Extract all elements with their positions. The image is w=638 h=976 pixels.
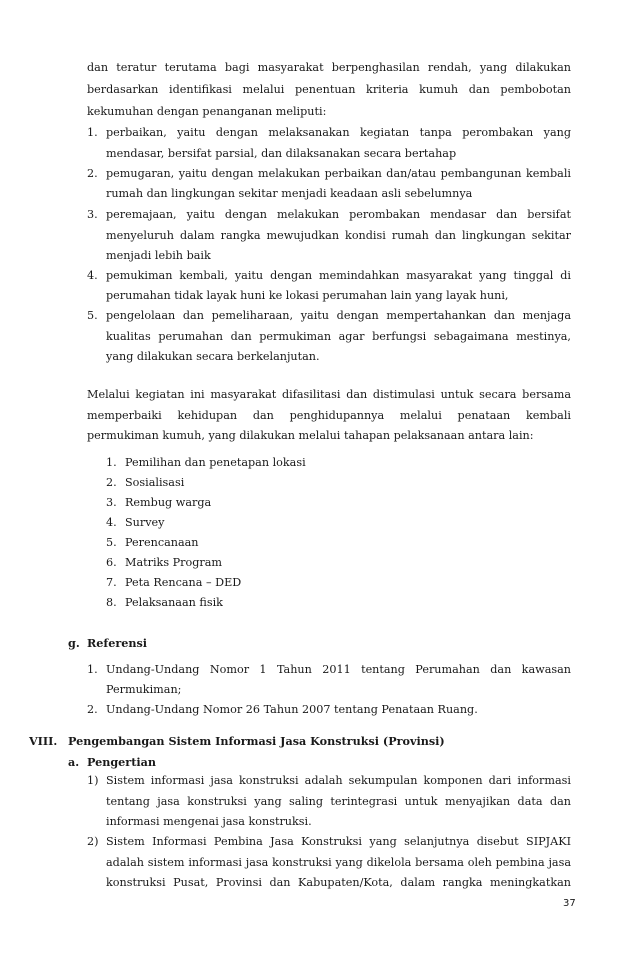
stage-label: Pemilihan dan penetapan lokasi <box>125 456 306 469</box>
paragraph-line: permukiman kumuh, yang dilakukan melalui tahapan pelaksanaan antara lain: <box>87 429 534 442</box>
section-letter: g. <box>68 636 80 650</box>
reference-number: 2. <box>87 703 98 716</box>
stage-label: Matriks Program <box>125 556 223 569</box>
paragraph-line: memperbaiki kehidupan dan penghidupannya melalui penataan kembali <box>87 409 571 422</box>
page-number: 37 <box>563 898 576 909</box>
list-item-number: 5. <box>87 309 98 322</box>
definition-text: Sistem Informasi Pembina Jasa Konstruksi yang selanjutnya disebut SIPJAKI <box>106 835 571 848</box>
list-item-text: kualitas perumahan dan permukiman agar berfungsi sebagaimana mestinya, <box>106 330 571 343</box>
definition-text: informasi mengenai jasa konstruksi. <box>106 815 312 828</box>
list-item-number: 2. <box>87 167 98 180</box>
stage-label: Peta Rencana – DED <box>125 576 242 589</box>
list-item-text: perumahan tidak layak huni ke lokasi perumahan lain yang layak huni, <box>106 289 509 302</box>
list-item-number: 3. <box>87 208 98 221</box>
reference-text: Undang-Undang Nomor 26 Tahun 2007 tentang Penataan Ruang. <box>106 703 478 716</box>
stage-label: Pelaksanaan fisik <box>125 596 223 609</box>
list-item-number: 1. <box>87 126 98 139</box>
list-item-text: pemugaran, yaitu dengan melakukan perbaikan dan/atau pembangunan kembali <box>106 167 571 180</box>
stage-number: 5. <box>106 536 117 549</box>
definition-text: tentang jasa konstruksi yang saling terintegrasi untuk menyajikan data dan <box>106 795 571 808</box>
list-item-text: yang dilakukan secara berkelanjutan. <box>106 350 320 363</box>
stage-number: 3. <box>106 496 117 509</box>
list-item-text: peremajaan, yaitu dengan melakukan perombakan mendasar dan bersifat <box>106 208 571 221</box>
list-item-text: rumah dan lingkungan sekitar menjadi keadaan asli sebelumnya <box>106 187 473 200</box>
section-heading: Pengembangan Sistem Informasi Jasa Konstruksi (Provinsi) <box>68 734 445 748</box>
definition-number: 1) <box>87 774 99 787</box>
stage-number: 1. <box>106 456 117 469</box>
section-roman: VIII. <box>29 734 58 748</box>
section-heading: Referensi <box>87 636 148 650</box>
definition-text: konstruksi Pusat, Provinsi dan Kabupaten/Kota, dalam rangka meningkatkan <box>106 876 571 889</box>
list-item-text: menjadi lebih baik <box>106 249 211 262</box>
list-item-text: pengelolaan dan pemeliharaan, yaitu dengan mempertahankan dan menjaga <box>106 309 571 322</box>
stage-number: 4. <box>106 516 117 529</box>
subsection-letter: a. <box>68 755 80 769</box>
stage-number: 2. <box>106 476 117 489</box>
reference-number: 1. <box>87 663 98 676</box>
definition-text: adalah sistem informasi jasa konstruksi yang dikelola bersama oleh pembina jasa <box>106 856 571 869</box>
stage-label: Perencanaan <box>125 536 199 549</box>
reference-text: Undang-Undang Nomor 1 Tahun 2011 tentang Perumahan dan kawasan <box>106 663 571 676</box>
subsection-heading: Pengertian <box>87 755 156 769</box>
list-item-text: perbaikan, yaitu dengan melaksanakan kegiatan tanpa perombakan yang <box>106 126 571 139</box>
stage-number: 7. <box>106 576 117 589</box>
definition-text: Sistem informasi jasa konstruksi adalah sekumpulan komponen dari informasi <box>106 774 571 787</box>
intro-line: kekumuhan dengan penanganan meliputi: <box>87 105 327 118</box>
stage-number: 8. <box>106 596 117 609</box>
list-item-text: menyeluruh dalam rangka mewujudkan kondisi rumah dan lingkungan sekitar <box>106 229 571 242</box>
paragraph-line: Melalui kegiatan ini masyarakat difasilitasi dan distimulasi untuk secara bersama <box>87 388 571 401</box>
intro-line: dan teratur terutama bagi masyarakat berpenghasilan rendah, yang dilakukan <box>87 61 571 74</box>
stage-label: Sosialisasi <box>125 476 185 489</box>
stage-label: Survey <box>125 516 165 529</box>
definition-number: 2) <box>87 835 99 848</box>
list-item-number: 4. <box>87 269 98 282</box>
stage-label: Rembug warga <box>125 496 212 509</box>
list-item-text: mendasar, bersifat parsial, dan dilaksanakan secara bertahap <box>106 147 457 160</box>
stage-number: 6. <box>106 556 117 569</box>
intro-line: berdasarkan identifikasi melalui penentuan kriteria kumuh dan pembobotan <box>87 83 571 96</box>
reference-text: Permukiman; <box>106 683 182 696</box>
list-item-text: pemukiman kembali, yaitu dengan memindahkan masyarakat yang tinggal di <box>106 269 571 282</box>
